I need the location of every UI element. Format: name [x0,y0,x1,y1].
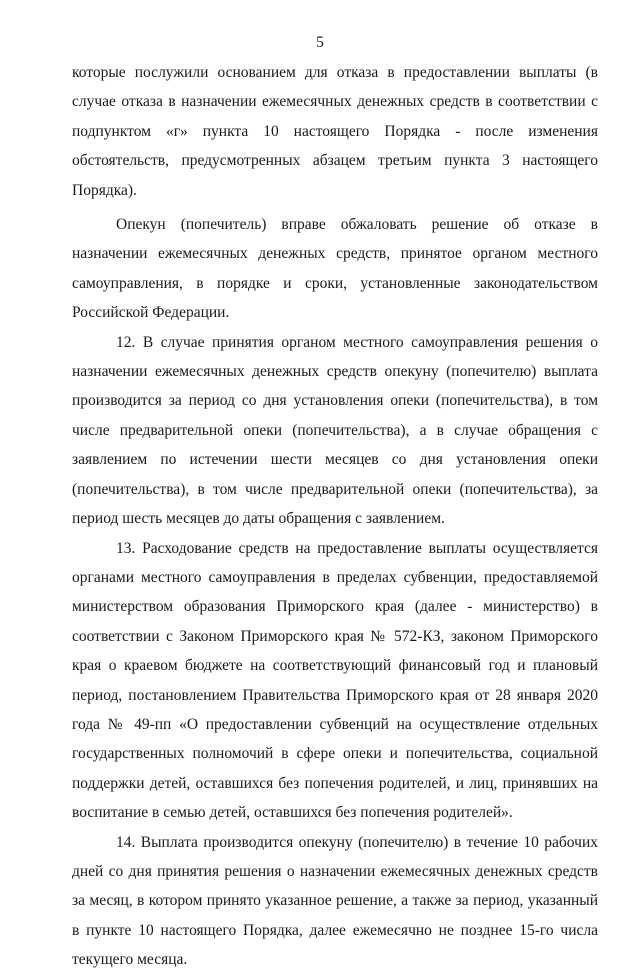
paragraph-continuation: которые послужили основанием для отказа в предоставлении выплаты (в случае отказа в назначении ежемесячных денежных средств в соответствии с подпунктом «г» пункта 10 настоящего Порядка - после изменения обстоятельств, предусмотренных абзацем третьим пункта 3 настоящего Порядка). [72,64,598,199]
paragraph-item-12: 12. В случае принятия органом местного самоуправления решения о назначении ежемесячных денежных средств опекуну (попечителю) выплата производится за период со дня установления опеки (попечительства), в том числе предварительной опеки (попечительства), а в случае обращения с заявлением по истечении шести месяцев со дня установления опеки (попечительства), в том числе предварительной опеки (попечительства), за период шесть месяцев до даты обращения с заявлением. [72,333,598,528]
paragraph-item-13: 13. Расходование средств на предоставление выплаты осуществляется органами местного самоуправления в пределах субвенции, предоставляемой министерством образования Приморского края (далее - министерство) в соответствии с Законом Приморского края № 572-КЗ, законом Приморского края о краевом бюджете на соответствующий финансовый год и плановый период, постановлением Правительства Приморского края от 28 января 2020 года № 49-пп «О предоставлении субвенций на осуществление отдельных государственных полномочий в сфере опеки и попечительства, социальной поддержки детей, оставшихся без попечения родителей, и лиц, принявших на воспитание в семью детей, оставшихся без попечения родителей». [72,539,598,822]
page-number: 5 [316,34,324,51]
document-body [72,58,598,975]
paragraph-appeal-right: Опекун (попечитель) вправе обжаловать решение об отказе в назначении ежемесячных денежных средств, принятое органом местного самоуправления, в порядке и сроки, установленные законодательством Российской Федерации. [72,216,598,322]
paragraph-item-14: 14. Выплата производится опекуну (попечителю) в течение 10 рабочих дней со дня принятия решения о назначении ежемесячных денежных средств за месяц, в котором принято указанное решение, а также за период, указанный в пункте 10 настоящего Порядка, далее ежемесячно не позднее 15-го числа текущего месяца. [72,833,598,969]
